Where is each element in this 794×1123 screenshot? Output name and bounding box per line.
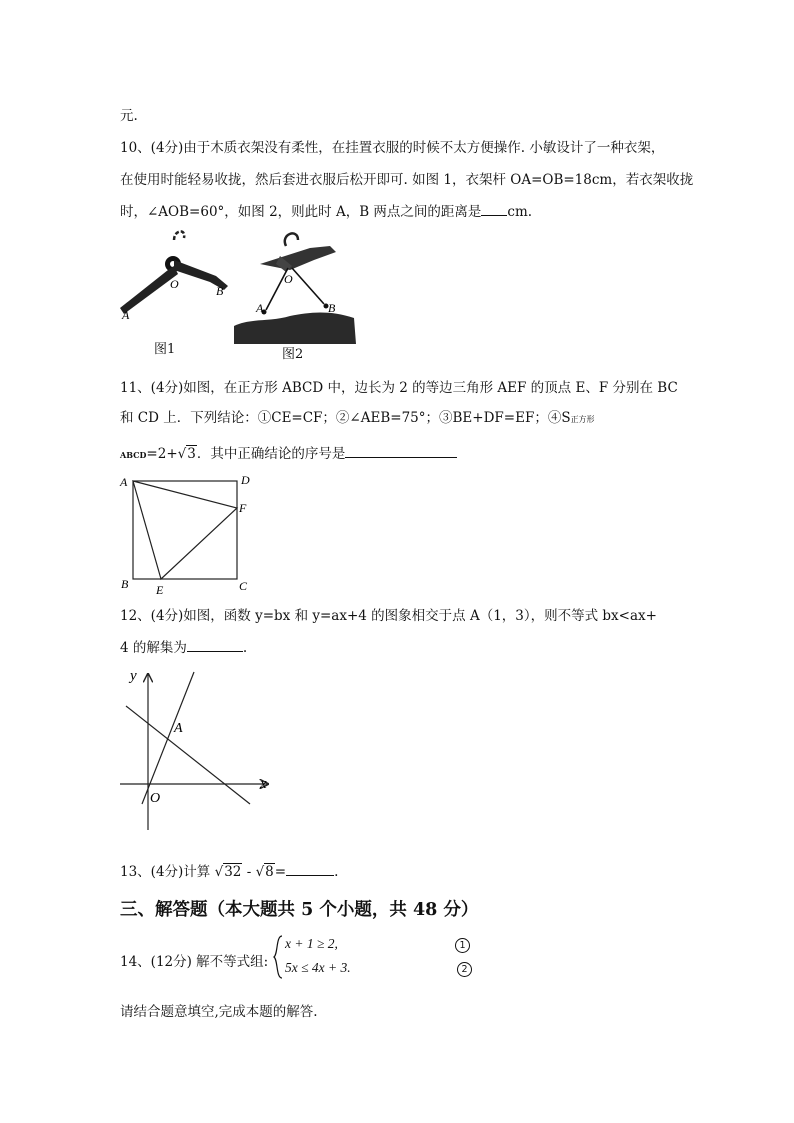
q11-line3-text: ．其中正确结论的序号是	[196, 446, 346, 462]
q11-line3	[120, 442, 457, 462]
q12-line2-end: .	[242, 640, 248, 656]
q13-line	[120, 860, 338, 880]
q10-line1: 10、(4分)由于木质衣架没有柔性，在挂置衣服的时候不太方便操作. 小敏设计了一种衣架，	[120, 140, 665, 156]
q13-radicand-8: 8	[265, 864, 274, 880]
q11-line2-subscript: 正方形	[570, 415, 595, 424]
fig2-label-a: A	[256, 301, 264, 315]
q11-figure	[118, 472, 258, 596]
q14-mark-1: 1	[455, 938, 470, 953]
q12-label-y: y	[130, 668, 137, 684]
q14-prefix: 14、(12分) 解不等式组:	[120, 954, 269, 970]
fig2-label-b: B	[328, 301, 336, 315]
q12-figure	[118, 664, 278, 834]
figure-1-hanger	[116, 226, 236, 321]
q11-label-d: D	[241, 473, 250, 487]
figure-1-caption: 图1	[154, 342, 176, 357]
q11-label-a: A	[120, 475, 128, 489]
q11-label-c: C	[239, 579, 248, 593]
q14-inequality-2: 5x ≤ 4x + 3.	[285, 960, 351, 975]
fig1-label-a: A	[122, 308, 130, 321]
q13-end: .	[334, 864, 339, 880]
figure-2-hanger	[230, 226, 360, 346]
q13-answer-blank[interactable]	[286, 863, 334, 876]
q11-line3-subscript: ABCD	[120, 450, 147, 460]
q12-line2-text: 4 的解集为	[120, 640, 187, 656]
section-3-heading: 三、解答题（本大题共 5 个小题，共 48 分）	[120, 900, 479, 920]
q12-label-o: O	[150, 791, 161, 806]
q12-label-x: x	[260, 776, 267, 792]
q12-answer-blank[interactable]	[187, 639, 243, 652]
q13-eq: =	[274, 864, 287, 880]
q11-line2-text: 和 CD 上．下列结论：①CE=CF；②∠AEB=75°；③BE+DF=EF；④S	[120, 410, 571, 426]
q13-sqrt-32: √32	[214, 864, 242, 880]
q9-tail: 元.	[120, 108, 138, 124]
q14-inequality-1: x + 1 ≥ 2,	[285, 936, 338, 951]
q12-line2	[120, 636, 247, 656]
q10-line2: 在使用时能轻易收拢，然后套进衣服后松开即可. 如图 1，衣架杆 OA=OB=18cm，若衣架收拢	[120, 172, 694, 188]
q11-line2	[120, 406, 595, 426]
q11-label-e: E	[156, 583, 164, 596]
q14-brace	[272, 934, 284, 980]
q12-line1: 12、(4分)如图，函数 y=bx 和 y=ax+4 的图象相交于点 A（1，3），则不等式 bx<ax+	[120, 608, 657, 624]
figure-2-caption: 图2	[282, 347, 304, 362]
q11-radicand: 3	[187, 446, 196, 462]
q11-label-f: F	[239, 501, 247, 515]
q11-label-b: B	[121, 577, 129, 591]
q12-label-a: A	[174, 721, 183, 736]
q14-instruction: 请结合题意填空,完成本题的解答.	[120, 1004, 318, 1020]
fig2-label-o: O	[284, 272, 293, 286]
q11-line3-eq: =2+	[146, 446, 178, 462]
q10-line3-text: 时，∠AOB=60°，如图 2，则此时 A，B 两点之间的距离是	[120, 204, 482, 220]
q11-answer-blank[interactable]	[345, 445, 457, 458]
q14-mark-2: 2	[457, 962, 472, 977]
q10-unit: cm.	[507, 204, 533, 220]
q13-sqrt-8: √8	[255, 864, 274, 880]
fig1-label-b: B	[216, 284, 224, 298]
q13-radicand-32: 32	[224, 864, 242, 880]
q11-line1: 11、(4分)如图，在正方形 ABCD 中，边长为 2 的等边三角形 AEF 的顶点 E、F 分别在 BC	[120, 380, 678, 396]
q10-line3	[120, 200, 532, 220]
q13-minus: -	[246, 864, 252, 880]
q11-sqrt: √3	[177, 446, 196, 462]
q10-answer-blank[interactable]	[481, 203, 507, 216]
fig1-label-o: O	[170, 277, 179, 291]
q13-prefix: 13、(4分)计算	[120, 864, 211, 880]
